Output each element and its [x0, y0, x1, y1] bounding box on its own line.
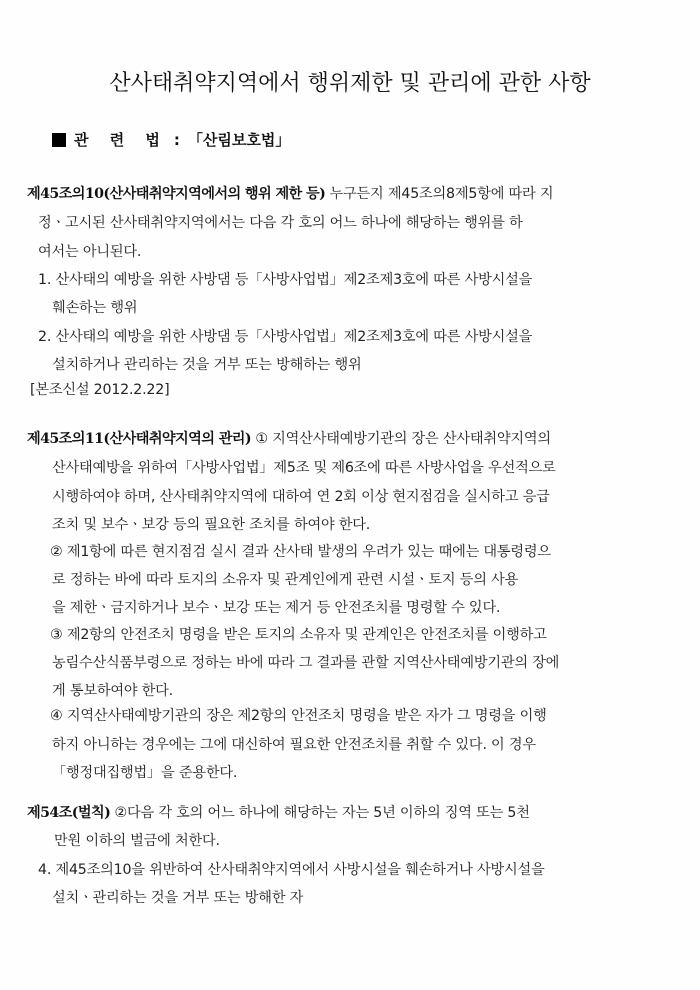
article-45-11-heading: 제45조의11(산사태취약지역의 관리) [27, 431, 252, 447]
article-45-11-para3-line-1: ③ 제2항의 안전조치 명령을 받은 토지의 소유자 및 관계인은 안전조치를 이행하고 [50, 627, 547, 643]
article-45-11-para2-line-2: 로 정하는 바에 따라 토지의 소유자 및 관계인에게 관련 시설ㆍ토지 등의 사용 [52, 572, 519, 588]
article-45-10-line-1 [27, 183, 673, 203]
article-54-heading: 제54조(벌칙) [27, 805, 111, 821]
related-law-label: 관 련 법 [74, 131, 168, 149]
article-45-11-para2-line-3: 을 제한ㆍ금지하거나 보수ㆍ보강 또는 제거 등 안전조치를 명령할 수 있다. [52, 600, 501, 616]
article-45-11-para1-line-3: 시행하여야 하며, 산사태취약지역에 대하여 연 2회 이상 현지점검을 실시하고 응급 [52, 489, 550, 505]
article-45-10-heading: 제45조의10(산사태취약지역에서의 행위 제한 등) [27, 186, 326, 202]
article-45-11-para4-line-2: 하지 아니하는 경우에는 그에 대신하여 필요한 안전조치를 취할 수 있다. 이 경우 [52, 737, 536, 753]
article-45-11-para3-line-2: 농림수산식품부령으로 정하는 바에 따라 그 결과를 관할 지역산사태예방기관의 장에 [52, 655, 560, 671]
related-law-value: 「산림보호법」 [187, 131, 291, 149]
article-45-10-item-1-line-1: 1. 산사태의 예방을 위한 사방댐 등「사방사업법」제2조제3호에 따른 사방시설을 [38, 272, 533, 288]
related-law-line [52, 129, 290, 150]
article-45-10-text: 누구든지 제45조의8제5항에 따라 지 [329, 186, 554, 202]
article-45-10-line-2: 정ㆍ고시된 산사태취약지역에서는 다음 각 호의 어느 하나에 해당하는 행위를 하 [38, 215, 523, 231]
article-45-10-note: [본조신설 2012.2.22] [30, 382, 170, 398]
article-45-11-para2-line-1: ② 제1항에 따른 현지점검 실시 결과 산사태 발생의 우려가 있는 때에는 대통령령으 [50, 544, 551, 560]
article-45-11-para1-line-2: 산사태예방을 위하여「사방사업법」제5조 및 제6조에 따른 사방사업을 우선적으로 [52, 460, 556, 476]
document-title: 산사태취약지역에서 행위제한 및 관리에 관한 사항 [109, 71, 591, 96]
article-45-11-line-1 [27, 428, 551, 448]
article-45-10-item-2-line-2: 설치하거나 관리하는 것을 거부 또는 방해하는 행위 [52, 357, 362, 373]
article-45-10-item-2-line-1: 2. 산사태의 예방을 위한 사방댐 등「사방사업법」제2조제3호에 따른 사방시설을 [38, 329, 533, 345]
article-54-item-4-line-1: 4. 제45조의10을 위반하여 산사태취약지역에서 사방시설을 훼손하거나 사방시설을 [38, 862, 545, 878]
article-45-11-para1-text: ① 지역산사태예방기관의 장은 산사태취약지역의 [255, 431, 551, 447]
article-45-11-para3-line-3: 게 통보하여야 한다. [52, 683, 173, 699]
related-law-colon: : [173, 130, 180, 149]
article-45-11-para1-line-4: 조치 및 보수ㆍ보강 등의 필요한 조치를 하여야 한다. [52, 517, 371, 533]
article-54-item-4-line-2: 설치ㆍ관리하는 것을 거부 또는 방해한 자 [52, 890, 304, 906]
article-54-text: ②다음 각 호의 어느 하나에 해당하는 자는 5년 이하의 징역 또는 5천 [114, 805, 530, 821]
article-45-11-para4-line-3: 「행정대집행법」을 준용한다. [52, 765, 238, 781]
article-45-10-item-1-line-2: 훼손하는 행위 [52, 300, 138, 316]
article-54-line-2: 만원 이하의 벌금에 처한다. [54, 833, 220, 849]
article-54-line-1 [27, 802, 530, 822]
article-45-10-line-3: 여서는 아니된다. [38, 244, 142, 260]
black-square-bullet-icon [52, 133, 66, 147]
article-45-11-para4-line-1: ④ 지역산사태예방기관의 장은 제2항의 안전조치 명령을 받은 자가 그 명령을 이행 [50, 708, 547, 724]
